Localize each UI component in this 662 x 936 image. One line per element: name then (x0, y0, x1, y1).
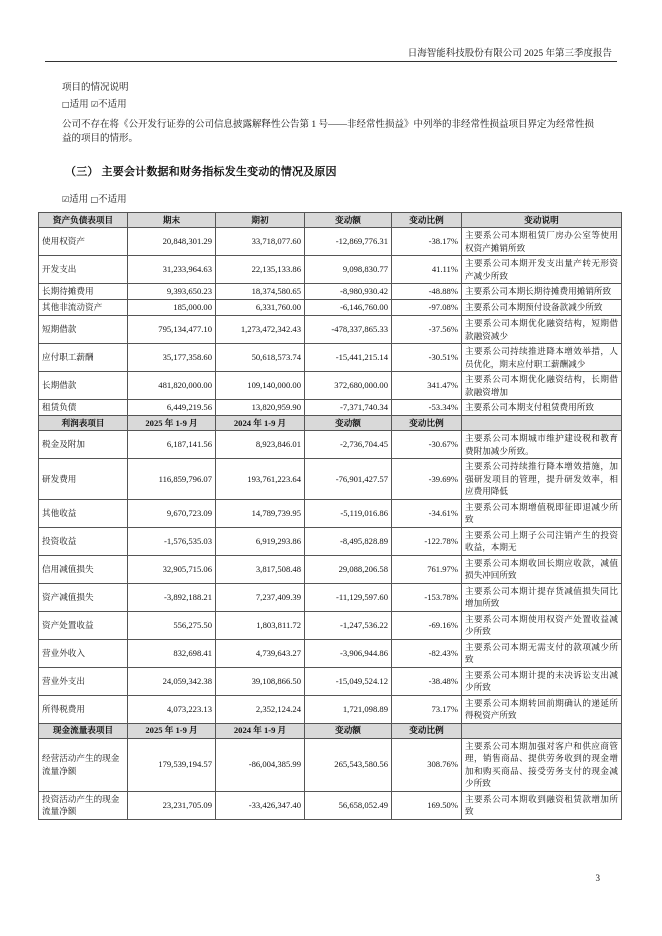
balance-row (39, 256, 622, 284)
column-header: 期末 (128, 213, 216, 228)
period-start-cell: 14,789,739.95 (216, 499, 305, 527)
change-amount-cell: -3,906,944.86 (305, 639, 392, 667)
income-row (39, 555, 622, 583)
header-divider (45, 61, 617, 62)
item-name-cell: 其他收益 (39, 499, 128, 527)
non-recurring-statement: 公司不存在将《公开发行证券的公司信息披露解释性公告第 1 号——非经常性损益》中列举的非经常性损益项目界定为经常性损益的项目的情形。 (62, 120, 595, 144)
item-name-cell: 短期借款 (39, 316, 128, 344)
item-name-cell: 资产减值损失 (39, 583, 128, 611)
column-header: 2025 年 1-9 月 (128, 416, 216, 431)
balance-row (39, 344, 622, 372)
period-end-cell: 24,059,342.38 (128, 667, 216, 695)
column-header: 利润表项目 (39, 416, 128, 431)
period-start-cell: 18,374,580.65 (216, 284, 305, 300)
change-description-cell: 主要系公司本期优化融资结构，长期借款融资增加 (462, 372, 622, 400)
period-start-cell: 7,237,409.39 (216, 583, 305, 611)
balance-row (39, 400, 622, 416)
column-header: 变动额 (305, 723, 392, 738)
income-row (39, 583, 622, 611)
change-description-cell: 主要系公司本期优化融资结构，短期借款融资减少 (462, 316, 622, 344)
change-ratio-cell: -97.08% (392, 300, 462, 316)
period-start-cell: 193,761,223.64 (216, 459, 305, 500)
income-row (39, 667, 622, 695)
page-header: 日海智能科技股份有限公司 2025 年第三季度报告 (407, 49, 612, 59)
period-start-cell: 3,817,508.48 (216, 555, 305, 583)
income-row (39, 611, 622, 639)
period-start-cell: 50,618,573.74 (216, 344, 305, 372)
change-amount-cell: -76,901,427.57 (305, 459, 392, 500)
period-start-cell: 39,108,866.50 (216, 667, 305, 695)
period-end-cell: 481,820,000.00 (128, 372, 216, 400)
page-number: 3 (595, 873, 600, 883)
change-description-cell: 主要系公司本期增值税即征即退减少所致 (462, 499, 622, 527)
period-start-cell: 6,331,760.00 (216, 300, 305, 316)
column-header: 变动比例 (392, 213, 462, 228)
change-ratio-cell: 73.17% (392, 695, 462, 723)
change-amount-cell: -2,736,704.45 (305, 431, 392, 459)
change-ratio-cell: -30.67% (392, 431, 462, 459)
financial-changes-table (38, 212, 622, 820)
item-name-cell: 租赁负债 (39, 400, 128, 416)
change-ratio-cell: -39.69% (392, 459, 462, 500)
change-amount-cell: -11,129,597.60 (305, 583, 392, 611)
change-description-cell: 主要系公司本期租赁厂房办公室等使用权资产摊销所致 (462, 228, 622, 256)
item-name-cell: 投资活动产生的现金流量净额 (39, 791, 128, 819)
balance-row (39, 316, 622, 344)
period-start-cell: 109,140,000.00 (216, 372, 305, 400)
period-start-cell: 33,718,077.60 (216, 228, 305, 256)
change-amount-cell: -1,247,536.22 (305, 611, 392, 639)
income-row (39, 431, 622, 459)
period-start-cell: 1,803,811.72 (216, 611, 305, 639)
item-name-cell: 营业外收入 (39, 639, 128, 667)
period-end-cell: 9,670,723.09 (128, 499, 216, 527)
period-end-cell: 6,449,219.56 (128, 400, 216, 416)
period-end-cell: 556,275.50 (128, 611, 216, 639)
column-header: 期初 (216, 213, 305, 228)
not-apply-label: 不适用 (98, 100, 127, 110)
period-start-cell: 1,273,472,342.43 (216, 316, 305, 344)
column-header: 变动说明 (462, 213, 622, 228)
item-name-cell: 经营活动产生的现金流量净额 (39, 738, 128, 791)
column-header: 2024 年 1-9 月 (216, 723, 305, 738)
column-header: 变动比例 (392, 723, 462, 738)
column-header (462, 416, 622, 431)
balance-header-row (39, 213, 622, 228)
column-header: 变动比例 (392, 416, 462, 431)
balance-row (39, 300, 622, 316)
income-row (39, 527, 622, 555)
change-amount-cell: 265,543,580.56 (305, 738, 392, 791)
period-start-cell: 4,739,643.27 (216, 639, 305, 667)
change-ratio-cell: -37.56% (392, 316, 462, 344)
income-row (39, 639, 622, 667)
column-header: 2024 年 1-9 月 (216, 416, 305, 431)
cashflow-row (39, 791, 622, 819)
period-end-cell: 32,905,715.06 (128, 555, 216, 583)
period-end-cell: 185,000.00 (128, 300, 216, 316)
change-description-cell: 主要系公司本期收回长期应收款，减值损失冲回所致 (462, 555, 622, 583)
item-name-cell: 税金及附加 (39, 431, 128, 459)
item-name-cell: 研发费用 (39, 459, 128, 500)
section-not-apply-label: 不适用 (98, 195, 127, 205)
change-description-cell: 主要系公司本期长期待摊费用摊销所致 (462, 284, 622, 300)
item-name-cell: 长期待摊费用 (39, 284, 128, 300)
balance-row (39, 228, 622, 256)
period-start-cell: 2,352,124.24 (216, 695, 305, 723)
section-apply-checkbox: ☑ (62, 195, 70, 204)
change-amount-cell: 56,658,052.49 (305, 791, 392, 819)
change-amount-cell: 29,088,206.58 (305, 555, 392, 583)
change-description-cell: 主要系公司本期转回前期确认的递延所得税资产所致 (462, 695, 622, 723)
not-apply-checkbox: ☑ (90, 100, 99, 109)
period-end-cell: 31,233,964.63 (128, 256, 216, 284)
item-name-cell: 投资收益 (39, 527, 128, 555)
change-ratio-cell: 341.47% (392, 372, 462, 400)
cashflow-header-row (39, 723, 622, 738)
item-name-cell: 信用减值损失 (39, 555, 128, 583)
change-amount-cell: 372,680,000.00 (305, 372, 392, 400)
balance-row (39, 372, 622, 400)
change-amount-cell: 9,098,830.77 (305, 256, 392, 284)
section-not-apply-checkbox: □ (90, 195, 99, 204)
change-ratio-cell: -82.43% (392, 639, 462, 667)
column-header: 2025 年 1-9 月 (128, 723, 216, 738)
change-ratio-cell: -38.48% (392, 667, 462, 695)
change-description-cell: 主要系公司本期计提的未决诉讼支出减少所致 (462, 667, 622, 695)
change-ratio-cell: -34.61% (392, 499, 462, 527)
change-amount-cell: -6,146,760.00 (305, 300, 392, 316)
cashflow-row (39, 738, 622, 791)
change-amount-cell: -12,869,776.31 (305, 228, 392, 256)
item-explanation-label: 项目的情况说明 (62, 83, 129, 93)
change-ratio-cell: 41.11% (392, 256, 462, 284)
section-apply-label: 适用 (69, 195, 89, 205)
change-description-cell: 主要系公司本期城市维护建设税和教育费附加减少所致。 (462, 431, 622, 459)
change-description-cell: 主要系公司上期子公司注销产生的投资收益，本期无 (462, 527, 622, 555)
period-start-cell: -86,004,385.99 (216, 738, 305, 791)
change-ratio-cell: -38.17% (392, 228, 462, 256)
item-name-cell: 资产处置收益 (39, 611, 128, 639)
change-amount-cell: -15,049,524.12 (305, 667, 392, 695)
period-end-cell: 9,393,650.23 (128, 284, 216, 300)
change-ratio-cell: -53.34% (392, 400, 462, 416)
column-header: 资产负债表项目 (39, 213, 128, 228)
income-row (39, 695, 622, 723)
change-ratio-cell: 761.97% (392, 555, 462, 583)
period-end-cell: 20,848,301.29 (128, 228, 216, 256)
section-title: （三） 主要会计数据和财务指标发生变动的情况及原因 (65, 166, 337, 178)
change-ratio-cell: -48.88% (392, 284, 462, 300)
period-start-cell: 22,135,133.86 (216, 256, 305, 284)
change-description-cell: 主要系公司本期预付设备款减少所致 (462, 300, 622, 316)
change-description-cell: 主要系公司本期使用权资产处置收益减少所致 (462, 611, 622, 639)
item-name-cell: 应付职工薪酬 (39, 344, 128, 372)
period-end-cell: 23,231,705.09 (128, 791, 216, 819)
column-header: 变动额 (305, 416, 392, 431)
income-row (39, 459, 622, 500)
change-description-cell: 主要系公司持续推行降本增效措施，加强研发项目的管理，提升研发效率，相应费用降低 (462, 459, 622, 500)
apply-label: 适用 (69, 100, 89, 110)
change-description-cell: 主要系公司持续推进降本增效举措，人员优化，期末应付职工薪酬减少 (462, 344, 622, 372)
change-amount-cell: -8,495,828.89 (305, 527, 392, 555)
column-header: 现金流量表项目 (39, 723, 128, 738)
column-header: 变动额 (305, 213, 392, 228)
change-amount-cell: -8,980,930.42 (305, 284, 392, 300)
change-ratio-cell: -30.51% (392, 344, 462, 372)
change-description-cell: 主要系公司本期计提存货减值损失同比增加所致 (462, 583, 622, 611)
change-amount-cell: -15,441,215.14 (305, 344, 392, 372)
change-ratio-cell: -69.16% (392, 611, 462, 639)
income-header-row (39, 416, 622, 431)
period-end-cell: -3,892,188.21 (128, 583, 216, 611)
balance-row (39, 284, 622, 300)
period-end-cell: 179,539,194.57 (128, 738, 216, 791)
change-ratio-cell: -122.78% (392, 527, 462, 555)
change-description-cell: 主要系公司本期收到融资租赁款增加所致 (462, 791, 622, 819)
change-amount-cell: -478,337,865.33 (305, 316, 392, 344)
change-amount-cell: 1,721,098.89 (305, 695, 392, 723)
change-amount-cell: -7,371,740.34 (305, 400, 392, 416)
period-end-cell: -1,576,535.03 (128, 527, 216, 555)
change-description-cell: 主要系公司本期无需支付的款项减少所致 (462, 639, 622, 667)
item-name-cell: 开发支出 (39, 256, 128, 284)
period-start-cell: -33,426,347.40 (216, 791, 305, 819)
item-name-cell: 营业外支出 (39, 667, 128, 695)
change-description-cell: 主要系公司本期支付租赁费用所致 (462, 400, 622, 416)
change-ratio-cell: 169.50% (392, 791, 462, 819)
period-end-cell: 4,073,223.13 (128, 695, 216, 723)
section-applicability (62, 193, 127, 207)
period-end-cell: 35,177,358.60 (128, 344, 216, 372)
period-start-cell: 13,820,959.90 (216, 400, 305, 416)
item-name-cell: 所得税费用 (39, 695, 128, 723)
item-name-cell: 使用权资产 (39, 228, 128, 256)
column-header (462, 723, 622, 738)
item-name-cell: 长期借款 (39, 372, 128, 400)
period-end-cell: 116,859,796.07 (128, 459, 216, 500)
period-end-cell: 795,134,477.10 (128, 316, 216, 344)
period-start-cell: 8,923,846.01 (216, 431, 305, 459)
change-description-cell: 主要系公司本期加强对客户和供应商管理，销售商品、提供劳务收到的现金增加和购买商品、接受劳务支付的现金减少所致 (462, 738, 622, 791)
period-end-cell: 832,698.41 (128, 639, 216, 667)
change-ratio-cell: -153.78% (392, 583, 462, 611)
period-start-cell: 6,919,293.86 (216, 527, 305, 555)
change-ratio-cell: 308.76% (392, 738, 462, 791)
income-row (39, 499, 622, 527)
change-description-cell: 主要系公司本期开发支出量产转无形资产减少所致 (462, 256, 622, 284)
period-end-cell: 6,187,141.56 (128, 431, 216, 459)
intro-applicability (62, 98, 127, 112)
item-name-cell: 其他非流动资产 (39, 300, 128, 316)
change-amount-cell: -5,119,016.86 (305, 499, 392, 527)
apply-checkbox: □ (62, 100, 70, 109)
